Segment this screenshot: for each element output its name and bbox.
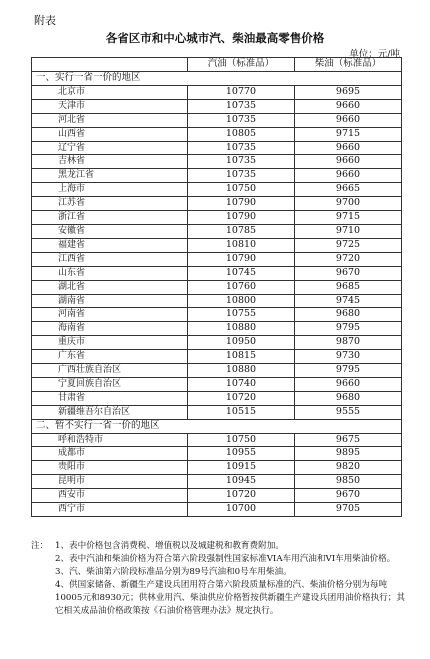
gasoline-price-cell: 10735 [188, 141, 295, 155]
gasoline-price-cell: 10750 [188, 433, 295, 447]
region-cell: 重庆市 [32, 336, 188, 350]
gasoline-price-cell: 10805 [188, 127, 295, 141]
table-row [32, 127, 402, 141]
region-cell: 成都市 [32, 447, 188, 461]
gasoline-price-cell: 10945 [188, 475, 295, 489]
diesel-price-cell: 9895 [295, 447, 402, 461]
gasoline-price-cell: 10735 [188, 169, 295, 183]
region-cell: 新疆维吾尔自治区 [32, 405, 188, 419]
region-cell: 山西省 [32, 127, 188, 141]
diesel-price-cell: 9695 [295, 85, 402, 99]
region-cell: 海南省 [32, 322, 188, 336]
table-row [32, 405, 402, 419]
region-cell: 西安市 [32, 489, 188, 503]
table-row [32, 364, 402, 378]
gasoline-price-cell: 10790 [188, 252, 295, 266]
table-row [32, 99, 402, 113]
table-row [32, 294, 402, 308]
diesel-price-cell: 9680 [295, 391, 402, 405]
diesel-price-cell: 9725 [295, 238, 402, 252]
region-cell: 湖北省 [32, 280, 188, 294]
unit-label: 单位：元/吨 [349, 49, 400, 60]
diesel-price-cell: 9715 [295, 127, 402, 141]
region-cell: 山东省 [32, 266, 188, 280]
diesel-price-cell: 9795 [295, 364, 402, 378]
diesel-price-cell: 9675 [295, 433, 402, 447]
region-cell: 福建省 [32, 238, 188, 252]
table-row [32, 336, 402, 350]
region-cell: 贵阳市 [32, 461, 188, 475]
diesel-price-cell: 9745 [295, 294, 402, 308]
gasoline-price-cell: 10770 [188, 85, 295, 99]
notes-label: 注： [31, 541, 49, 551]
diesel-price-cell: 9670 [295, 266, 402, 280]
diesel-price-cell: 9660 [295, 141, 402, 155]
diesel-price-cell: 9685 [295, 280, 402, 294]
region-cell: 河南省 [32, 308, 188, 322]
table-row [32, 350, 402, 364]
table-row [32, 391, 402, 405]
gasoline-price-cell: 10810 [188, 238, 295, 252]
gasoline-price-cell: 10800 [188, 294, 295, 308]
diesel-price-cell: 9665 [295, 183, 402, 197]
diesel-price-cell: 9680 [295, 308, 402, 322]
diesel-price-cell: 9795 [295, 322, 402, 336]
section-header-row [32, 72, 402, 86]
gasoline-price-cell: 10815 [188, 350, 295, 364]
note-item-1 [31, 540, 411, 553]
table-row [32, 433, 402, 447]
page-title: 各省区市和中心城市汽、柴油最高零售价格 [105, 31, 325, 45]
region-cell: 湖南省 [32, 294, 188, 308]
gasoline-price-cell: 10915 [188, 461, 295, 475]
diesel-price-cell: 9660 [295, 99, 402, 113]
diesel-price-cell: 9660 [295, 113, 402, 127]
diesel-price-cell: 9850 [295, 475, 402, 489]
region-cell: 昆明市 [32, 475, 188, 489]
gasoline-price-cell: 10720 [188, 489, 295, 503]
diesel-price-cell: 9660 [295, 169, 402, 183]
gasoline-price-cell: 10720 [188, 391, 295, 405]
header-gasoline: 汽油（标准品） [188, 58, 295, 72]
gasoline-price-cell: 10735 [188, 99, 295, 113]
region-cell: 江苏省 [32, 197, 188, 211]
table-row [32, 461, 402, 475]
note-text: 2、表中汽油和柴油价格为符合第六阶段强制性国家标准VIA车用汽油和VI车用柴油价格。 [55, 554, 396, 564]
gasoline-price-cell: 10760 [188, 280, 295, 294]
gasoline-price-cell: 10515 [188, 405, 295, 419]
note-item-2 [31, 553, 411, 566]
table-row [32, 447, 402, 461]
table-row [32, 322, 402, 336]
region-cell: 广西壮族自治区 [32, 364, 188, 378]
table-row [32, 141, 402, 155]
table-row [32, 183, 402, 197]
table-row [32, 308, 402, 322]
table-row [32, 238, 402, 252]
header-region [32, 58, 188, 72]
table-row [32, 169, 402, 183]
region-cell: 呼和浩特市 [32, 433, 188, 447]
table-header-row [32, 58, 402, 72]
diesel-price-cell: 9710 [295, 224, 402, 238]
table-row [32, 155, 402, 169]
region-cell: 黑龙江省 [32, 169, 188, 183]
diesel-price-cell: 9720 [295, 252, 402, 266]
gasoline-price-cell: 10700 [188, 503, 295, 517]
diesel-price-cell: 9555 [295, 405, 402, 419]
diesel-price-cell: 9670 [295, 489, 402, 503]
section-title: 二、暂不实行一省一价的地区 [32, 419, 402, 433]
diesel-price-cell: 9820 [295, 461, 402, 475]
region-cell: 吉林省 [32, 155, 188, 169]
gasoline-price-cell: 10880 [188, 322, 295, 336]
table-row [32, 224, 402, 238]
gasoline-price-cell: 10745 [188, 266, 295, 280]
section-title: 一、实行一省一价的地区 [32, 72, 402, 86]
header-diesel: 柴油（标准品） [295, 58, 402, 72]
price-table [31, 57, 402, 517]
diesel-price-cell: 9870 [295, 336, 402, 350]
gasoline-price-cell: 10750 [188, 183, 295, 197]
region-cell: 宁夏回族自治区 [32, 377, 188, 391]
notes [31, 540, 411, 618]
diesel-price-cell: 9700 [295, 197, 402, 211]
region-cell: 甘肃省 [32, 391, 188, 405]
note-item-3 [31, 566, 411, 579]
table-row [32, 489, 402, 503]
table-row [32, 475, 402, 489]
gasoline-price-cell: 10790 [188, 211, 295, 225]
gasoline-price-cell: 10735 [188, 113, 295, 127]
gasoline-price-cell: 10755 [188, 308, 295, 322]
note-text: 4、供国家储备、新疆生产建设兵团用符合第六阶段质量标准的汽、柴油价格分别为每吨10005元和8930元；供林业用汽、柴油供应价格暂按供新疆生产建设兵团用油价格执行；其它相关成品油价格政策按《石油价格管理办法》规定执行。 [55, 580, 405, 616]
table-row [32, 377, 402, 391]
gasoline-price-cell: 10950 [188, 336, 295, 350]
region-cell: 安徽省 [32, 224, 188, 238]
gasoline-price-cell: 10880 [188, 364, 295, 378]
gasoline-price-cell: 10790 [188, 197, 295, 211]
gasoline-price-cell: 10740 [188, 377, 295, 391]
region-cell: 辽宁省 [32, 141, 188, 155]
diesel-price-cell: 9660 [295, 155, 402, 169]
region-cell: 北京市 [32, 85, 188, 99]
section-header-row [32, 419, 402, 433]
table-row [32, 280, 402, 294]
table-row [32, 113, 402, 127]
diesel-price-cell: 9705 [295, 503, 402, 517]
diesel-price-cell: 9715 [295, 211, 402, 225]
gasoline-price-cell: 10785 [188, 224, 295, 238]
region-cell: 天津市 [32, 99, 188, 113]
diesel-price-cell: 9660 [295, 377, 402, 391]
note-text: 1、表中价格包含消费税、增值税以及城建税和教育费附加。 [55, 541, 284, 551]
region-cell: 西宁市 [32, 503, 188, 517]
region-cell: 江西省 [32, 252, 188, 266]
gasoline-price-cell: 10735 [188, 155, 295, 169]
diesel-price-cell: 9730 [295, 350, 402, 364]
gasoline-price-cell: 10955 [188, 447, 295, 461]
annex-label: 附表 [34, 14, 56, 27]
note-text: 3、汽、柴油第六阶段标准品分别为89号汽油和0号车用柴油。 [55, 567, 292, 577]
table-row [32, 503, 402, 517]
region-cell: 上海市 [32, 183, 188, 197]
price-table-body [32, 58, 402, 517]
table-row [32, 211, 402, 225]
region-cell: 浙江省 [32, 211, 188, 225]
region-cell: 河北省 [32, 113, 188, 127]
table-row [32, 252, 402, 266]
table-row [32, 266, 402, 280]
region-cell: 广东省 [32, 350, 188, 364]
table-row [32, 197, 402, 211]
table-row [32, 85, 402, 99]
note-item-4 [31, 579, 411, 618]
